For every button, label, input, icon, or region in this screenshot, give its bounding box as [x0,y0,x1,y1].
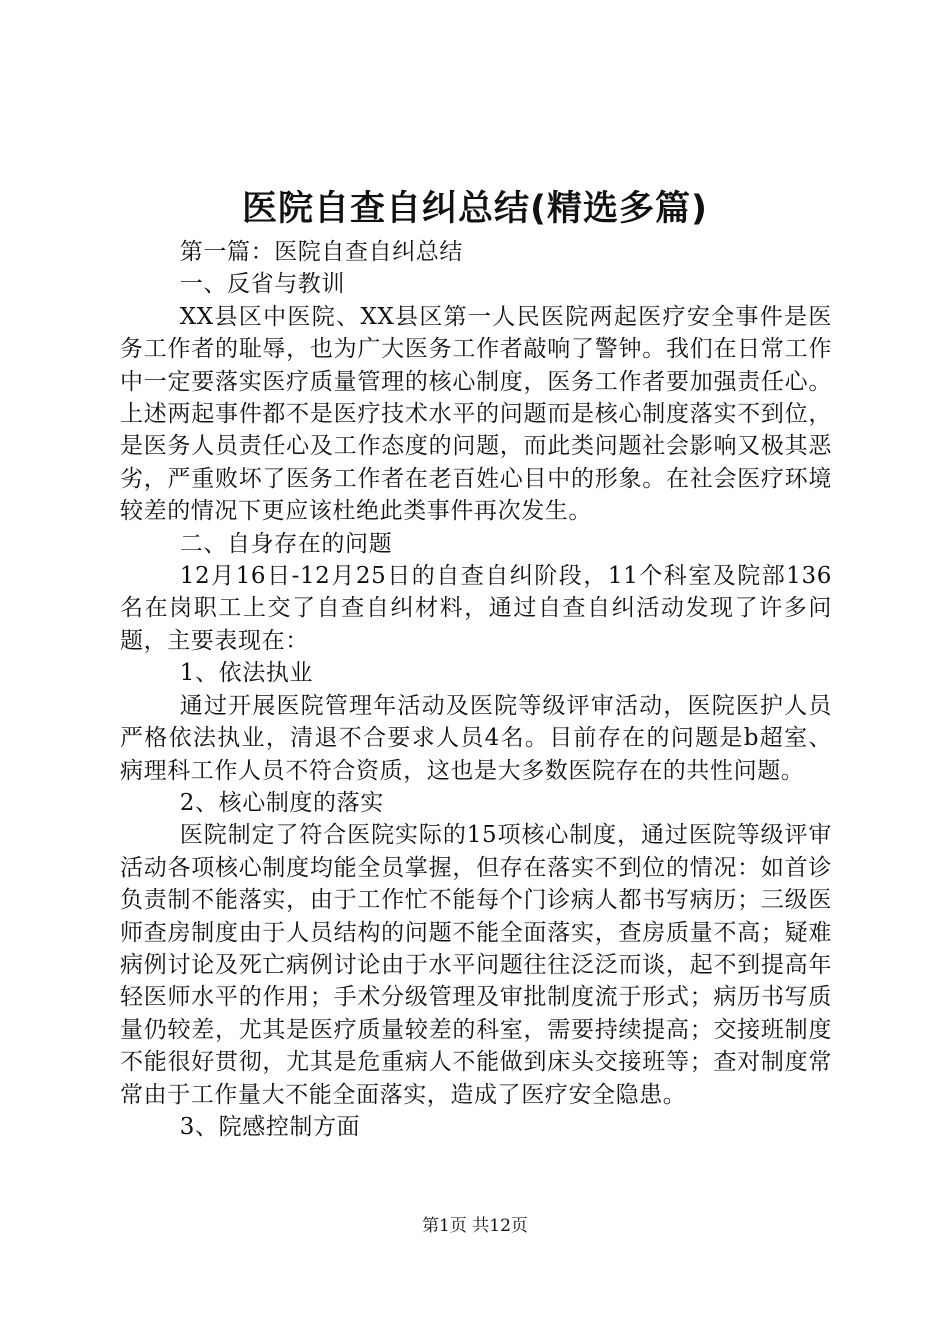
section-heading: 一、反省与教训 [179,271,345,298]
subsection-heading: 1、依法执业 [179,660,314,687]
document-body [120,236,832,1143]
chapter-heading: 第一篇：医院自查自纠总结 [179,239,463,265]
page-footer: 第1页 共12页 [422,1216,528,1236]
paragraph: 12月16日-12月25日的自查自纠阶段，11个科室及院部136名在岗职工上交了自查自纠材料，通过自查自纠活动发现了许多问题，主要表现在： [120,563,832,654]
paragraph: XX县区中医院、XX县区第一人民医院两起医疗安全事件是医务工作者的耻辱，也为广大医务工作者敲响了警钟。我们在日常工作中一定要落实医疗质量管理的核心制度，医务工作者要加强责任心。上述两起事件都不是医疗技术水平的问题而是核心制度落实不到位，是医务人员责任心及工作态度的问题，而此类问题社会影响又极其恶劣，严重败坏了医务工作者在老百姓心目中的形象。在社会医疗环境较差的情况下更应该杜绝此类事件再次发生。 [120,303,832,525]
subsection-heading: 2、核心制度的落实 [179,789,384,816]
paragraph: 医院制定了符合医院实际的15项核心制度，通过医院等级评审活动各项核心制度均能全员掌握，但存在落实不到位的情况：如首诊负责制不能落实，由于工作忙不能每个门诊病人都书写病历；三级医师查房制度由于人员结构的问题不能全面落实，查房质量不高；疑难病例讨论及死亡病例讨论由于水平问题往往泛泛而谈，起不到提高年轻医师水平的作用；手术分级管理及审批制度流于形式；病历书写质量仍较差，尤其是医疗质量较差的科室，需要持续提高；交接班制度不能很好贯彻，尤其是危重病人不能做到床头交接班等；查对制度常常由于工作量大不能全面落实，造成了医疗安全隐患。 [120,822,832,1108]
subsection-heading: 3、院感控制方面 [179,1113,361,1140]
document-title: 医院自查自纠总结(精选多篇) [242,189,708,229]
section-heading: 二、自身存在的问题 [179,530,393,557]
paragraph: 通过开展医院管理年活动及医院等级评审活动，医院医护人员严格依法执业，清退不合要求人员4名。目前存在的问题是b超室、病理科工作人员不符合资质，这也是大多数医院存在的共性问题。 [120,692,832,784]
